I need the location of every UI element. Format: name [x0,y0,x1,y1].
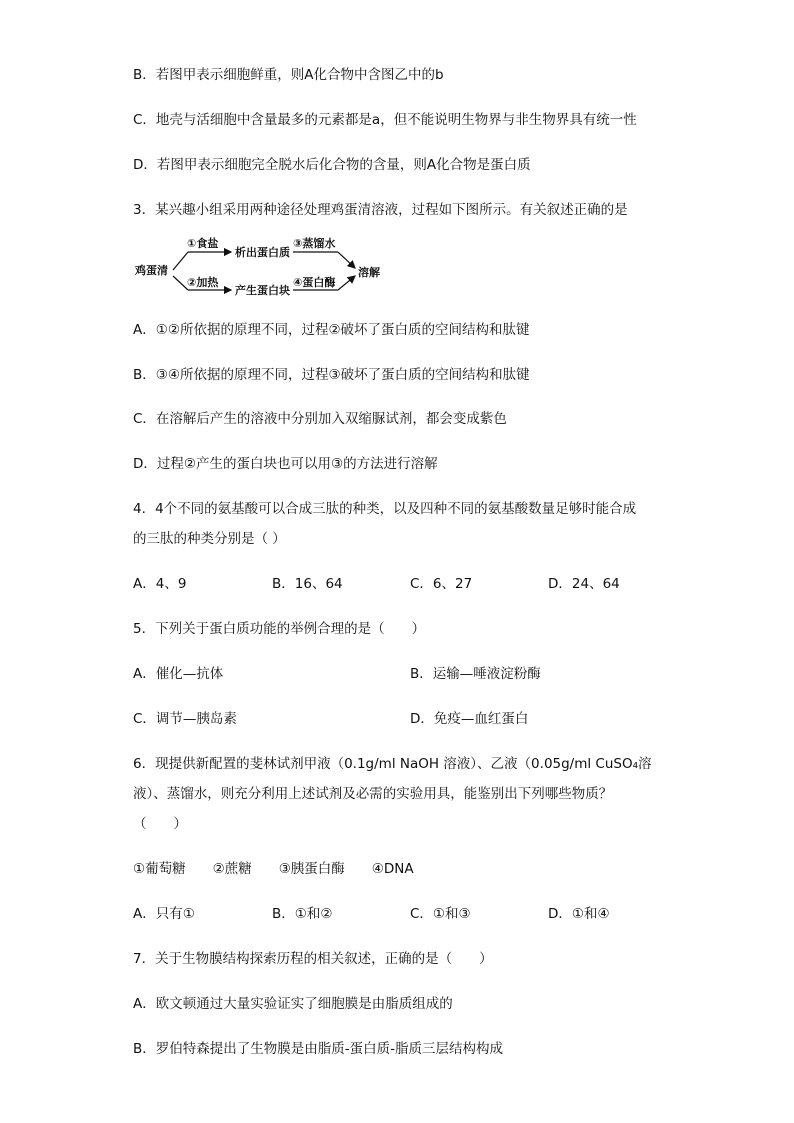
q4-stem-line1: 4．4个不同的氨基酸可以合成三肽的种类，以及四种不同的氨基酸数量足够时能合成 [133,501,637,517]
q4-option-b: B．16、64 [272,576,343,592]
q6-option-c: C．①和③ [410,906,471,922]
diagram-step1-label: ①食盐 [187,237,219,250]
q5-option-a: A．催化—抗体 [133,666,224,682]
q4-option-c: C．6、27 [410,576,473,592]
q3-option-d: D．过程②产生的蛋白块也可以用③的方法进行溶解 [133,456,438,472]
q6-stem-line2: 液）、蒸馏水，则充分利用上述试剂及必需的实验用具，能鉴别出下列哪些物质？ [133,786,613,802]
q3-stem: 3．某兴趣小组采用两种途径处理鸡蛋清溶液，过程如下图所示。有关叙述正确的是 [133,202,628,218]
q3-option-a: A．①②所依据的原理不同，过程②破坏了蛋白质的空间结构和肽键 [133,322,530,338]
diagram-step3-label: ③蒸馏水 [293,237,336,250]
q6-stem-line3: （ ） [133,816,187,832]
q5-option-c: C．调节—胰岛素 [133,711,237,727]
q2-option-c: C．地壳与活细胞中含量最多的元素都是a，但不能说明生物界与非生物界具有统一性 [133,112,637,128]
q3-option-c: C．在溶解后产生的溶液中分别加入双缩脲试剂，都会变成紫色 [133,411,507,427]
q7-option-a: A．欧文顿通过大量实验证实了细胞膜是由脂质组成的 [133,996,453,1012]
diagram-start-label: 鸡蛋清 [135,264,168,277]
q2-option-b: B．若图甲表示细胞鲜重，则A化合物中含图乙中的b [133,67,444,83]
q7-option-b: B．罗伯特森提出了生物膜是由脂质-蛋白质-脂质三层结构构成 [133,1041,504,1057]
diagram-step2-label: ②加热 [187,276,219,289]
q4-option-a: A．4、9 [133,576,187,592]
q4-stem-line2: 的三肽的种类分别是（ ） [133,531,286,547]
q3-option-b: B．③④所依据的原理不同，过程③破坏了蛋白质的空间结构和肽键 [133,367,530,383]
q5-option-d: D．免疫—血红蛋白 [410,711,529,727]
q6-stem-line1: 6．现提供新配置的斐林试剂甲液（0.1g/ml NaOH 溶液）、乙液（0.05g/ml CuSO₄溶 [133,756,652,772]
diagram-mid2-label: 产生蛋白块 [235,284,290,297]
diagram-step4-label: ④蛋白酶 [293,276,336,289]
q6-option-d: D．①和④ [548,906,610,922]
q7-stem: 7．关于生物膜结构探索历程的相关叙述，正确的是（ ） [133,951,493,967]
diagram-mid1-label: 析出蛋白质 [235,246,290,259]
q2-option-d: D．若图甲表示细胞完全脱水后化合物的含量，则A化合物是蛋白质 [133,157,531,173]
q5-stem: 5．下列关于蛋白质功能的举例合理的是（ ） [133,621,426,637]
q6-option-a: A．只有① [133,906,195,922]
q6-items: ①葡萄糖 ②蔗糖 ③胰蛋白酶 ④DNA [133,861,414,877]
q3-process-diagram [133,232,393,304]
q5-option-b: B．运输—唾液淀粉酶 [410,666,541,682]
q6-option-b: B．①和② [272,906,333,922]
q4-option-d: D．24、64 [548,576,620,592]
diagram-end-label: 溶解 [358,266,380,279]
